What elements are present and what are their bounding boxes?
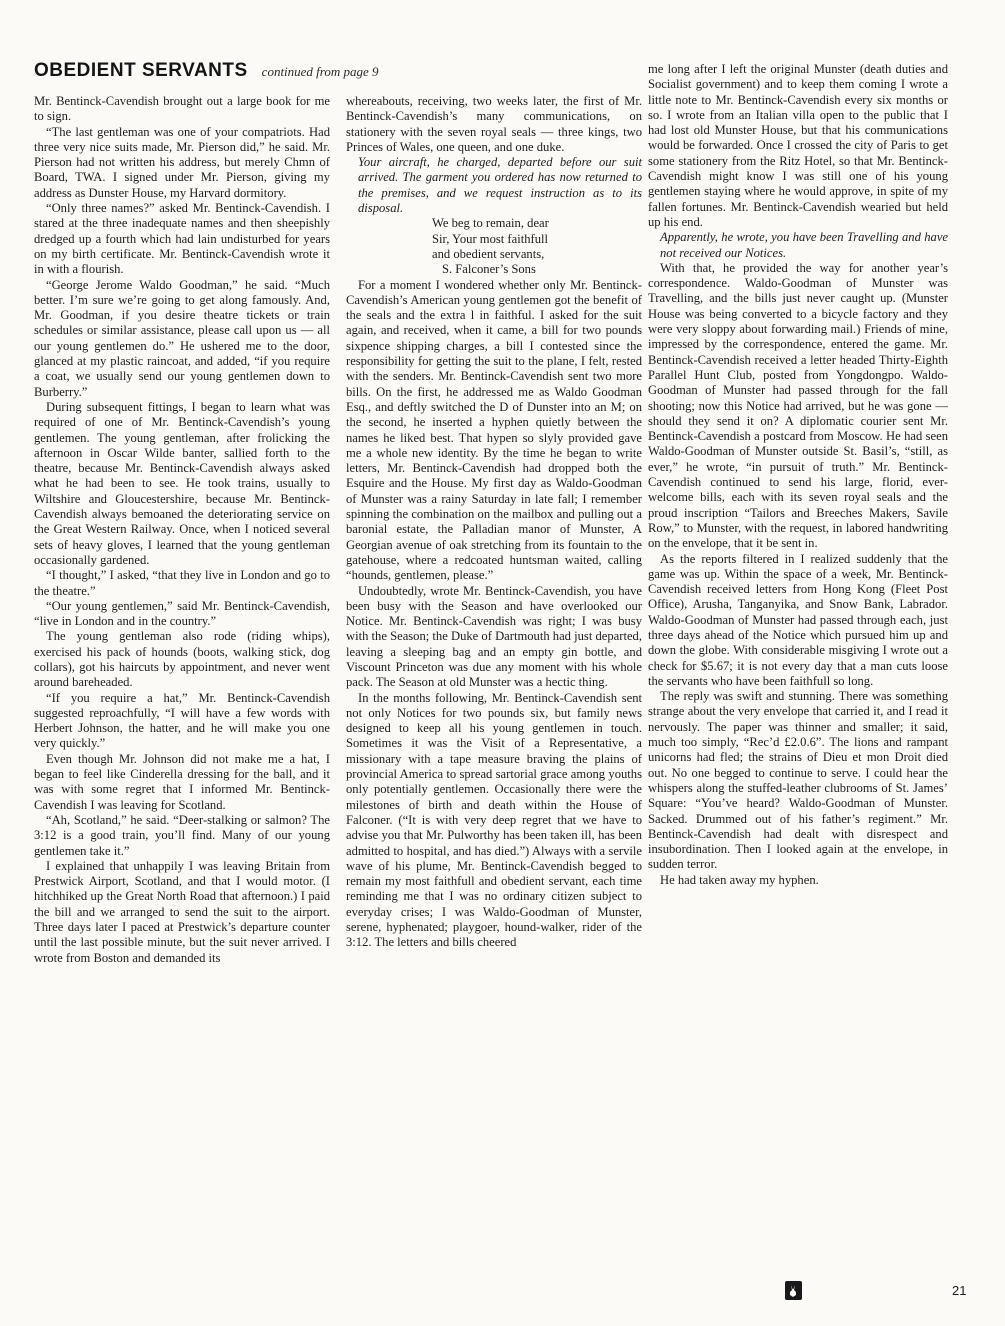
closing-line: Sir, Your most faithfull [432,231,548,246]
paragraph: Mr. Bentinck-Cavendish brought out a large book for me to sign. [34,94,330,124]
continued-from-label: continued from page 9 [261,64,379,79]
paragraph: Even though Mr. Johnson did not make me a hat, I began to feel like Cinderella dressing for the ball, and it was with some regret that I informed Mr. Bentinck-Cavendish I was leaving for Scotland. [34,751,330,812]
closing-line: We beg to remain, dear [432,216,549,231]
paragraph: The reply was swift and stunning. There was something strange about the very envelope that carried it, and I read it nervously. The paper was thinner and smaller; it said, much too simply, “Rec’d £2.0.6”. The lions and rampant unicorns had fled; the strains of Dieu et mon Droit died out. No one begged to continue to serve. I could hear the whispers along the stuffed-leather clubrooms of St. James’ Square: “You’ve heard? Waldo-Goodman of Munster. Sacked. Drummed out of his father’s regiment.” Mr. Bentinck-Cavendish had dealt with disrespect and insubordination. Then I looked again at the envelope, in sudden terror. [648,689,948,872]
paragraph: I explained that unhappily I was leaving Britain from Prestwick Airport, Scotland, and that I would motor. (I hitchhiked up the Great North Road that afternoon.) I paid the bill and we arranged to send the suit to the airport. Three days later I paced at Prestwick’s departure counter until the last possible minute, but the suit never arrived. I wrote from Boston and demanded its [34,858,330,965]
paragraph: During subsequent fittings, I began to learn what was required of one of Mr. Bentinck-Cavendish’s young gentlemen. The young gentleman, after frolicking the afternoon in Oscar Wilde banter, sallied forth to the theatre, because Mr. Bentinck-Cavendish always asked what he had been to see. He took trains, usually to Wiltshire and Gloucestershire, because Mr. Bentinck-Cavendish always bemoaned the deteriorating service on the Great Western Railway. Once, when I noticed several sets of heavy gloves, I learned that the young gentleman occasionally gardened. [34,399,330,567]
paragraph: “Ah, Scotland,” he said. “Deer-stalking or salmon? The 3:12 is a good train, you’ll find. Many of our young gentlemen take it.” [34,812,330,858]
paragraph: For a moment I wondered whether only Mr. Bentinck-Cavendish’s American young gentlemen got the benefit of the seals and the extra l in faithful. I asked for the suit again, and received, when it came, a bill for two pounds sixpence shipping charges, a bill I contested since the responsibility for getting the suit to the plane, I felt, rested with the senders. Mr. Bentinck-Cavendish sent two more bills. On the first, he addressed me as Waldo Goodman Esq., and deftly switched the D of Dunster into an M; on the second, he inserted a hyphen quietly between the names he liked best. That hypen so slyly provided gave me a whole new identity. By the time he began to write letters, Mr. Bentinck-Cavendish had dropped both the Esquire and the House. My first day as Waldo-Goodman of Munster was a rainy Saturday in late fall; I remember spinning the combination on the mailbox and pulling out a baronial estate, the Palladian manor of Munster, A Georgian avenue of oak stretching from its fountain to the gatehouse, where a redcoated huntsman waited, calling “hounds, gentlemen, please.” [346,277,642,583]
paragraph: “George Jerome Waldo Goodman,” he said. “Much better. I’m sure we’re going to get along famously. And, Mr. Goodman, if you desire theatre tickets or train schedules or similar assistance, please call upon us — all our young gentlemen do.” He ushered me to the door, glanced at my plastic raincoat, and added, “if you require a coat, we usually send our young gentlemen down to Burberry.” [34,277,330,399]
signature: S. Falconer’s Sons [442,262,536,277]
paragraph: With that, he provided the way for another year’s correspondence. Waldo-Goodman of Munster was Travelling, and the bills just never caught up. (Munster House was being converted to a bicycle factory and they were very sloppy about forwarding mail.) Friends of mine, impressed by the correspondence, entered the game. Mr. Bentinck-Cavendish received a letter headed Thirty-Eighth Parallel Hunt Club, posted from Yongdongpo. Waldo-Goodman of Munster had passed through for the fall shooting; now this Notice had arrived, but he was gone — should they send it on? A diplomatic courier sent Mr. Bentinck-Cavendish a postcard from Moscow. He had seen Waldo-Goodman of Munster outside St. Basil’s, “still, as ever,” he wrote, “in pursuit of truth.” Mr. Bentinck-Cavendish continued to send his large, florid, ever-welcome bills, each with its seven royal seals and the proud inscription “Tailors and Breeches Makers, Savile Row,” to Munster, with the request, in labored handwriting on the envelope, that it be sent in. [648,260,948,551]
paragraph: He had taken away my hyphen. [660,872,819,887]
quoted-notice: Your aircraft, he charged, departed before our suit arrived. The garment you ordered has now returned to the premises, and we request instruction as to its disposal. [358,155,642,216]
text-column-1 [34,94,330,966]
paragraph: “Only three names?” asked Mr. Bentinck-Cavendish. I stared at the three inadequate names and then sheepishly dredged up a fourth which had lain undisturbed for years on my birth certificate. Mr. Bentinck-Cavendish wrote it in with a flourish. [34,201,330,277]
article-header [34,60,379,84]
paragraph: “I thought,” I asked, “that they live in London and go to the theatre.” [34,568,330,598]
paragraph: me long after I left the original Munster (death duties and Socialist government) and to keep them coming I wrote a little note to Mr. Bentinck-Cavendish every six months or so. I wrote from an Italian villa open to the public that I had lost old Munster House, but that his communications would be forwarded. Once I crossed the city of Paris to get some stationery from the Ritz Hotel, so that Mr. Bentinck-Cavendish might know I was still one of his young gentlemen staying where he would approve, in spite of my fallen fortunes. Mr. Bentinck-Cavendish wearied but held up his end. [648,62,948,229]
article-title: OBEDIENT SERVANTS [34,60,248,81]
paragraph: In the months following, Mr. Bentinck-Cavendish sent not only Notices for two pounds six, but family news designed to keep all his young gentlemen in touch. Sometimes it was the Visit of a Representative, a missionary with a tape measure braving the plains of provincial America to spread sartorial grace among youths only potentially gentlemen. Occasionally there were the milestones of birth and death within the House of Falconer. (“It is with very deep regret that we have to advise you that Mr. Pulworthy has been taken ill, has been admitted to hospital, and has died.”) Always with a servile wave of his plume, Mr. Bentinck-Cavendish begged to remain my most faithfull and obedient servant, each time reminding me that I was no ordinary citizen subject to everyday crises; I was Waldo-Goodman of Munster, serene, hyphenated; playgoer, hound-walker, rider of the 3:12. The letters and bills cheered [346,690,642,950]
paragraph: “If you require a hat,” Mr. Bentinck-Cavendish suggested reproachfully, “I will have a few words with Herbert Johnson, the hatter, and he will make you one very quickly.” [34,690,330,751]
page-number: 21 [952,1283,967,1298]
paragraph: “Our young gentlemen,” said Mr. Bentinck-Cavendish, “live in London and in the country.” [34,598,330,629]
playboy-rabbit-icon [785,1281,802,1300]
paragraph: whereabouts, receiving, two weeks later, the first of Mr. Bentinck-Cavendish’s many communications, on stationery with the seven royal seals — three kings, two Princes of Wales, one queen, and one duke. [346,94,642,154]
paragraph: Undoubtedly, wrote Mr. Bentinck-Cavendish, you have been busy with the Season and have overlooked our Notice. Mr. Bentinck-Cavendish was right; I was busy with the Season; the Duke of Dartmouth had just departed, leaving a sleeping bag and an empty gin bottle, and Viscount Princeton was due any moment with his whole pack. The Season at old Munster was a hectic thing. [346,583,642,690]
text-column-3 [648,62,948,888]
paragraph: As the reports filtered in I realized suddenly that the game was up. Within the space of a week, Mr. Bentinck-Cavendish received letters from Hong Kong (Fleet Post Office), Arusha, Tanganyika, and Snow Bank, Labrador. Waldo-Goodman of Munster had passed through each, just three days ahead of the Notice which pursued him up and down the globe. With considerable misgiving I wrote out a check for $5.67; it is not every day that a man cuts loose the servants who have been faithfull so long. [648,551,948,688]
paragraph: “The last gentleman was one of your compatriots. Had three very nice suits made, Mr. Pierson did,” he said. Mr. Pierson had not written his address, but merely Chmn of Board, TWA. I signed under Mr. Pierson, giving my address as Dunster House, my Harvard dormitory. [34,124,330,200]
paragraph: The young gentleman also rode (riding whips), exercised his pack of hounds (boots, walking stick, dog collars), got his haircuts by appointment, and never went around bareheaded. [34,629,330,690]
closing-line: and obedient servants, [432,246,545,261]
quoted-notice: Apparently, he wrote, you have been Travelling and have not received our Notices. [660,230,948,260]
text-column-2 [346,94,642,951]
